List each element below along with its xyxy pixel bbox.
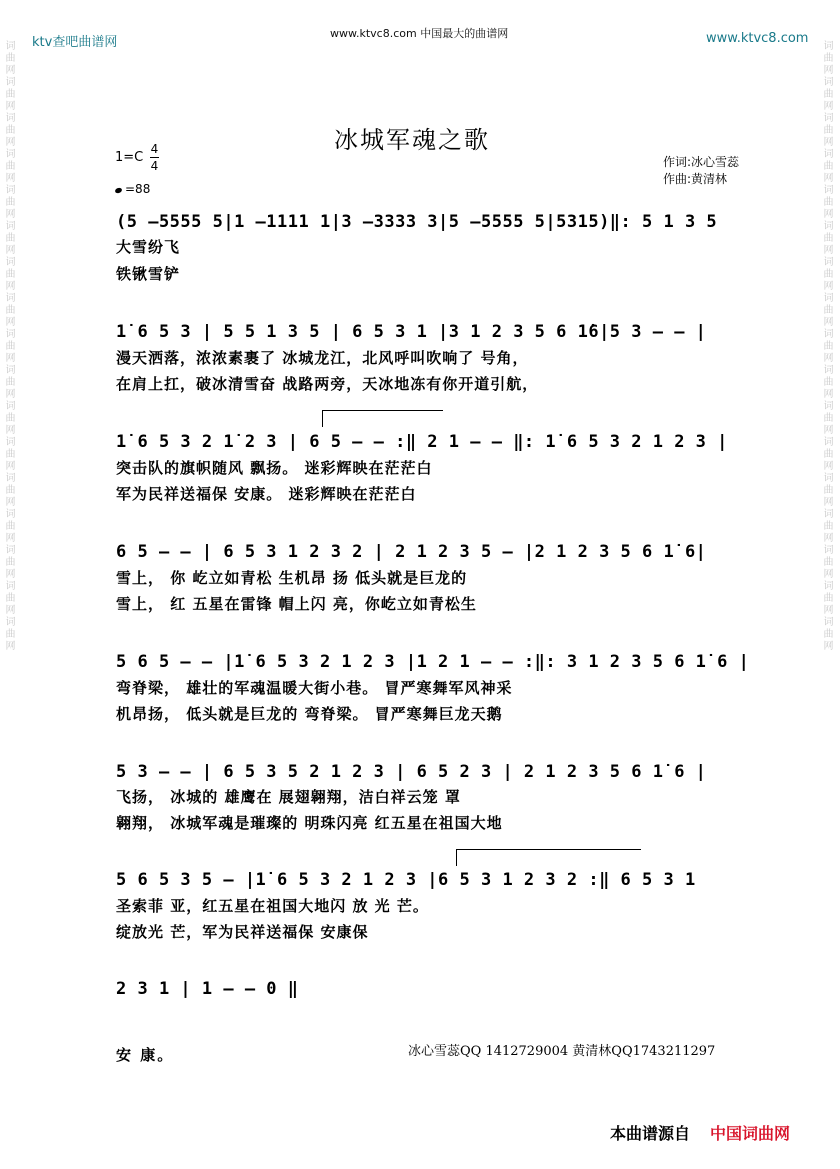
key-signature: 1=C [115,150,144,165]
lyric-line-2b: 在肩上扛，破冰清雪奋 战路两旁，天冰地冻有你开道引航， [116,375,539,393]
quarter-note-icon [114,187,122,194]
lyric-line-6b: 翱翔， 冰城军魂是璀璨的 明珠闪亮 红五星在祖国大地 [116,814,503,832]
staff-line-1: (5 –5555 5|1 –1111 1|3 –3333 3|5 –5555 5|5315)‖: 5 1 3 5 [116,212,718,232]
lyricist-credit: 作词:冰心雪蕊 [663,155,740,169]
staff-line-4: 6 5 – – | 6 5 3 1 2 3 2 | 2 1 2 3 5 – |2 1 2 3 5 6 1̇ 6| [116,542,707,562]
staff-line-8: 2 3 1 | 1 – – 0 ‖ [116,979,299,999]
song-title: 冰城军魂之歌 [334,126,490,154]
lyric-line-5b: 机昂扬， 低头就是巨龙的 弯脊梁。 冒严寒舞巨龙天鹅 [116,705,503,723]
source-label: 本曲谱源自 [610,1124,691,1143]
lyric-line-3a: 突击队的旗帜随风 飘扬。 迷彩辉映在茫茫白 [116,459,433,477]
author-contact: 冰心雪蕊QQ 1412729004 黄清林QQ1743211297 [408,1044,716,1059]
lyric-line-3b: 军为民祥送福保 安康。 迷彩辉映在茫茫白 [116,485,417,503]
lyric-line-2a: 漫天洒落，浓浓素裹了 冰城龙江，北风呼叫吹响了 号角， [116,349,529,367]
lyric-line-5a: 弯脊梁， 雄壮的军魂温暖大街小巷。 冒严寒舞军风神采 [116,679,513,697]
watermark-right: 词曲网词曲网词曲网词曲网词曲网词曲网词曲网词曲网词曲网词曲网词曲网词曲网词曲网词曲网词曲网词曲网词曲网 [821,40,832,652]
staff-line-5: 5 6 5 – – |1̇ 6 5 3 2 1 2 3 |1 2 1 – – :‖: 3 1 2 3 5 6 1̇ 6 | [116,652,750,672]
composer-credit: 作曲:黄清林 [663,172,728,186]
time-bottom: 4 [150,159,159,173]
staff-line-6: 5 3 – – | 6 5 3 5 2 1 2 3 | 6 5 2 3 | 2 1 2 3 5 6 1̇ 6 | [116,762,707,782]
lyric-line-4b: 雪上， 红 五星在雷锋 帽上闪 亮，你屹立如青松生 [116,595,477,613]
site-tagline: www.ktvc8.com 中国最大的曲谱网 [330,27,509,40]
staff-line-2: 1̇ 6 5 3 | 5 5 1 3 5 | 6 5 3 1 |3 1 2 3 5 6 1̇6|5 3 – – | [116,322,707,342]
lyric-line-7b: 绽放光 芒，军为民祥送福保 安康保 [116,923,369,941]
source-brand-link[interactable]: 中国词曲网 [710,1124,791,1143]
watermark-left: 词曲网词曲网词曲网词曲网词曲网词曲网词曲网词曲网词曲网词曲网词曲网词曲网词曲网词曲网词曲网词曲网词曲网 [3,40,14,652]
source-credit [610,1121,790,1144]
lyric-line-1b: 铁锹雪铲 [116,265,181,283]
volta-bracket-2 [456,849,641,866]
time-signature [150,141,159,174]
staff-line-3: 1̇ 6 5 3 2 1̇ 2 3 | 6 5 – – :‖ 2 1 – – ‖: 1̇ 6 5 3 2 1 2 3 | [116,432,728,452]
lyric-line-1a: 大雪纷飞 [116,238,181,256]
final-lyric: 安 康。 [116,1046,175,1064]
site-name-left: ktv查吧曲谱网 [32,35,118,50]
lyric-line-7a: 圣索菲 亚，红五星在祖国大地闪 放 光 芒。 [116,897,429,915]
lyric-line-6a: 飞扬， 冰城的 雄鹰在 展翅翱翔，洁白祥云笼 罩 [116,788,461,806]
time-top: 4 [150,142,159,156]
volta-bracket-1 [322,410,443,427]
lyric-line-4a: 雪上， 你 屹立如青松 生机昂 扬 低头就是巨龙的 [116,569,468,587]
site-url-right[interactable]: www.ktvc8.com [706,31,809,46]
tempo-marking: =88 [115,182,150,196]
staff-line-7: 5 6 5 3 5 – |1̇ 6 5 3 2 1 2 3 |6 5 3 1 2 3 2 :‖ 6 5 3 1 [116,870,696,890]
